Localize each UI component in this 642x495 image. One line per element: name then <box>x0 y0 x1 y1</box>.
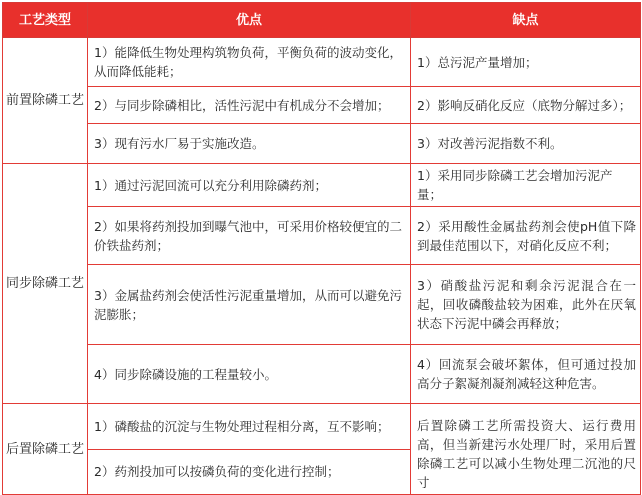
header-type: 工艺类型 <box>3 3 88 38</box>
disadvantage-cell: 3）硝酸盐污泥和剩余污泥混合在一起，回收磷酸盐较为困难，此外在厌氧状态下污泥中磷会再释放； <box>411 265 641 345</box>
header-row <box>3 3 641 38</box>
disadvantage-cell: 2）影响反硝化反应（底物分解过多）； <box>411 87 641 124</box>
table-row <box>3 164 641 207</box>
advantage-cell: 3）现有污水厂易于实施改造。 <box>88 124 411 164</box>
advantage-cell: 1）能降低生物处理构筑物负荷，平衡负荷的波动变化，从而降低能耗； <box>88 38 411 87</box>
table-row <box>3 87 641 124</box>
header-advantages: 优点 <box>88 3 411 38</box>
advantage-cell: 2）药剂投加可以按磷负荷的变化进行控制； <box>88 449 411 495</box>
header-disadvantages: 缺点 <box>411 3 641 38</box>
table-row <box>3 124 641 164</box>
process-comparison-table <box>2 2 641 495</box>
advantage-cell: 3）金属盐药剂会使活性污泥重量增加，从而可以避免污泥膨胀； <box>88 265 411 345</box>
advantage-cell: 4）同步除磷设施的工程量较小。 <box>88 345 411 404</box>
table-row <box>3 345 641 404</box>
table-row <box>3 207 641 265</box>
disadvantage-cell: 2）采用酸性金属盐药剂会使pH值下降到最佳范围以下，对硝化反应不利； <box>411 207 641 265</box>
disadvantage-cell: 1）总污泥产量增加； <box>411 38 641 87</box>
disadvantage-cell: 1）采用同步除磷工艺会增加污泥产量； <box>411 164 641 207</box>
disadvantage-cell: 4）回流泵会破坏絮体，但可通过投加高分子絮凝剂凝剂减轻这种危害。 <box>411 345 641 404</box>
advantage-cell: 2）与同步除磷相比，活性污泥中有机成分不会增加； <box>88 87 411 124</box>
process-type-pre: 前置除磷工艺 <box>3 38 88 164</box>
table-row <box>3 38 641 87</box>
advantage-cell: 1）磷酸盐的沉淀与生物处理过程相分离，互不影响； <box>88 404 411 450</box>
disadvantage-cell: 3）对改善污泥指数不利。 <box>411 124 641 164</box>
advantage-cell: 1）通过污泥回流可以充分利用除磷药剂； <box>88 164 411 207</box>
process-type-post: 后置除磷工艺 <box>3 404 88 495</box>
table-row <box>3 404 641 450</box>
process-type-sync: 同步除磷工艺 <box>3 164 88 404</box>
disadvantage-cell: 后置除磷工艺所需投资大、运行费用高，但当新建污水处理厂时，采用后置除磷工艺可以减小生物处理二沉池的尺寸 <box>411 404 641 495</box>
table-row <box>3 265 641 345</box>
advantage-cell: 2）如果将药剂投加到曝气池中，可采用价格较便宜的二价铁盐药剂； <box>88 207 411 265</box>
